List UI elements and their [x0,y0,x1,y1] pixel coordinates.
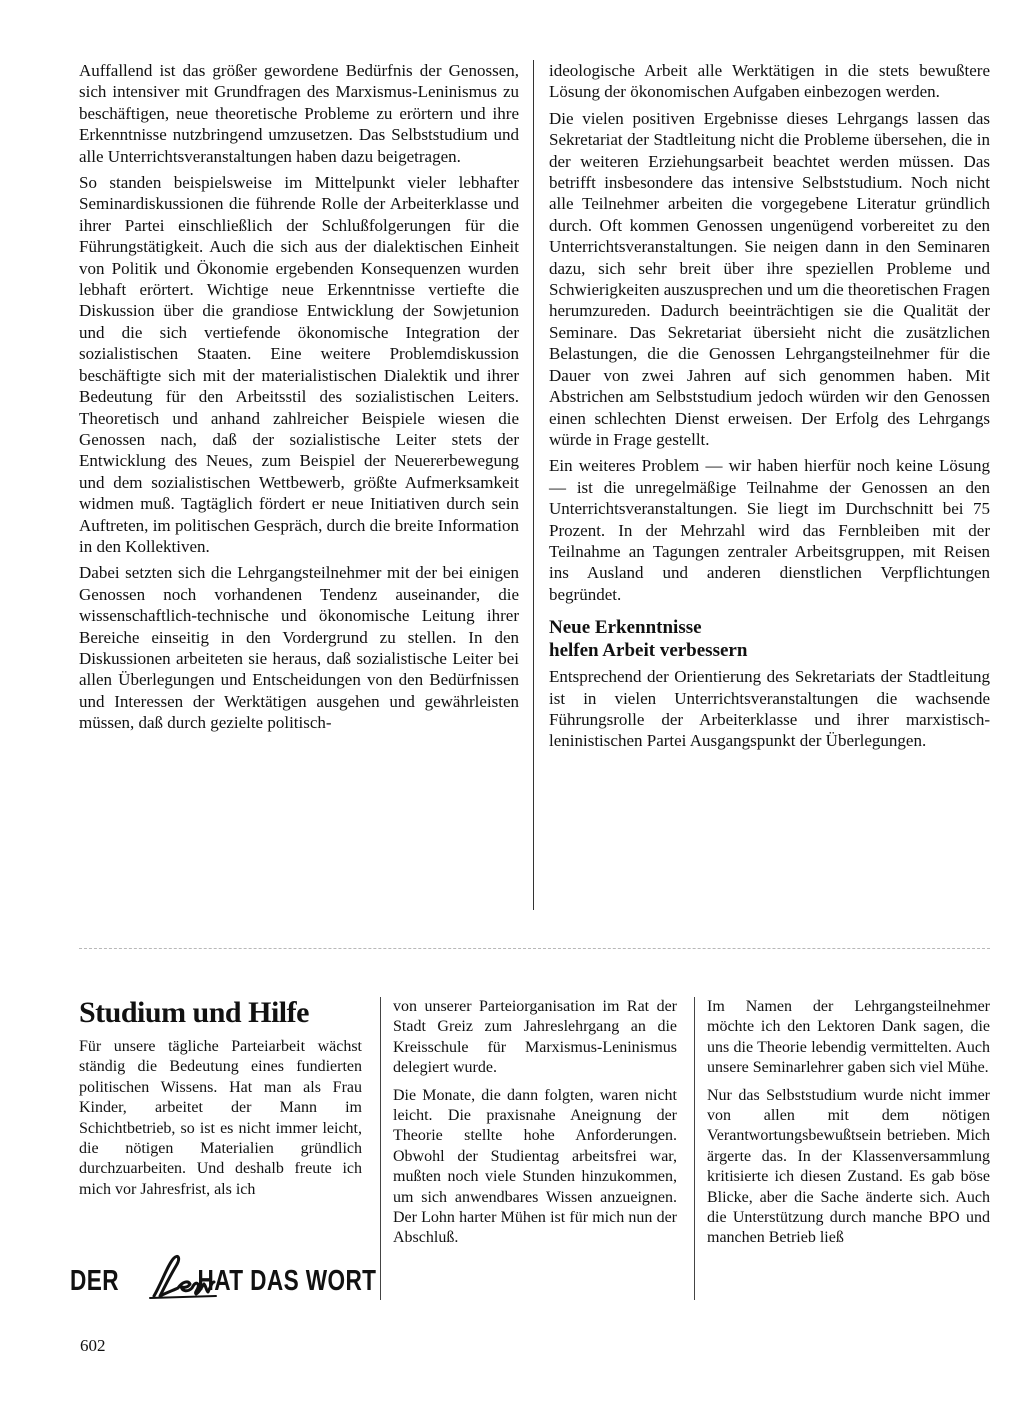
paragraph: ideologische Arbeit alle Werktätigen in die stets bewußtere Lösung der ökonomischen Aufgaben einbezogen werden. [549,61,990,102]
column-divider [694,997,695,1300]
section-heading-line-2: helfen Arbeit verbessern [549,640,748,662]
column-divider [533,60,534,910]
article-column-right [549,60,990,757]
paragraph: Die vielen positiven Ergebnisse dieses Lehrgangs lassen das Sekretariat der Stadtleitung nicht die Probleme übersehen, die in der weiteren Erziehungsarbeit beachtet werden müssen. Das betrifft insbesondere das intensive Selbststudium. Noch nicht alle Teilnehmer arbeiten die vorgegebene Literatur gründlich durch. Oft kommen Genossen ungenügend vorbereitet zu den Unterrichtsveranstaltungen. Sie neigen dann in den Seminaren dazu, sich sehr breit über ihre speziellen Probleme und Schwierigkeiten auszusprechen und um die theoretischen Fragen herumzureden. Dadurch beeinträchtigen sie die Qualität der Seminare. Das Sekretariat übersieht nicht die zusätzlichen Belastungen, die die Genossen Lehrgangsteilnehmer für die Dauer von zwei Jahren auf sich genommen haben. Mit Abstrichen am Selbststudium jedoch würden wir den Genossen einen schlechten Dienst erweisen. Der Erfolg des Lehrgangs würde in Frage gestellt. [549,108,990,449]
section-heading [549,616,990,662]
paragraph: Auffallend ist das größer gewordene Bedürfnis der Genossen, sich intensiver mit Grundfragen des Marxismus-Leninismus zu beschäftigen, neue theoretische Probleme zu erörtern und ihre Erkenntnisse nutzbringend umzusetzen. Das Selbststudium und alle Unterrichtsveranstaltungen haben dazu beigetragen. [79,61,519,166]
letter-column-1 [79,1037,362,1207]
column-divider [380,997,381,1300]
article-column-left [79,60,519,739]
paragraph: Für unsere tägliche Parteiarbeit wächst ständig die Bedeutung eines fundierten politischen Wissens. Hat man als Frau Kinder, arbeitet der Mann im Schichtbetrieb, so ist es nicht immer leicht, die nötigen Materialien gründlich durchzuarbeiten. Und deshalb freute ich mich vor Jahresfrist, als ich [79,1038,362,1198]
paragraph: Im Namen der Lehrgangsteilnehmer möchte ich den Lektoren Dank sagen, die uns die Theorie lebendig vermittelten. Auch unsere Seminarlehrer gaben sich viel Mühe. [707,998,990,1077]
paragraph: von unserer Parteiorganisation im Rat der Stadt Greiz zum Jahreslehrgang an die Kreisschule für Marxismus-Leninismus delegiert wurde. [393,998,677,1077]
section-divider [79,948,990,949]
letter-title: Studium und Hilfe [79,996,309,1029]
paragraph: Entsprechend der Orientierung des Sekretariats der Stadtleitung ist in vielen Unterrichtsveranstaltungen die wachsende Führungsrolle der Arbeiterklasse und ihrer marxistisch-leninistischen Partei Ausgangspunkt der Überlegungen. [549,667,990,751]
paragraph: Die Monate, die dann folgten, waren nicht leicht. Die praxisnahe Aneignung der Theorie stellte hohe Anforderungen. Obwohl der Studientag arbeitsfrei war, mußten noch viele Stunden hinzukommen, um sich anwendbares Wissen anzueignen. Der Lohn harter Mühen ist für mich nun der Abschluß. [393,1086,677,1247]
logo-text-hat-das-wort: HAT DAS WORT [197,1265,376,1297]
page-number: 602 [80,1336,106,1355]
paragraph: Ein weiteres Problem — wir haben hierfür noch keine Lösung — ist die unregelmäßige Teilnahme der Genossen an den Unterrichtsveranstaltungen. Sie liegt im Durchschnitt bei 75 Prozent. In der Mehrzahl wird das Fernbleiben mit der Teilnahme an Tagungen zentraler Arbeitsgruppen, mit Reisen ins Ausland und anderen dienstlichen Verpflichtungen begründet. [549,456,990,604]
letter-column-3 [707,997,990,1256]
section-heading-line-1: Neue Erkenntnisse [549,617,702,639]
paragraph: Nur das Selbststudium wurde nicht immer von allen mit dem nötigen Verantwortungsbewußtsein betrieben. Mich ärgerte das. In der Klassenversammlung kritisierte ich diesen Zustand. Es gab böse Blicke, aber die Sache änderte sich. Auch die Unterstützung durch manche BPO und manchen Betrieb ließ [707,1086,990,1247]
letter-column-2 [393,997,677,1256]
logo-text-der: DER [70,1265,119,1297]
paragraph: So standen beispielsweise im Mittelpunkt vieler lebhafter Seminardiskussionen die führende Rolle der Arbeiterklasse und ihrer Partei einschließlich der Schlußfolgerungen für die Führungstätigkeit. Auch die sich aus der dialektischen Einheit von Politik und Ökonomie ergebenden Konsequenzen wurden lebhaft erörtert. Wichtige neue Erkenntnisse vertiefte die Diskussion über die grandiose Entwicklung der Sowjetunion und die sich vertiefende ökonomische Integration der sozialistischen Staaten. Eine weitere Problemdiskussion beschäftigte sich mit der materialistischen Dialektik und ihrer Bedeutung für den Arbeitsstil des sozialistischen Leiters. Theoretisch und anhand zahlreicher Beispiele wiesen die Genossen nach, daß der sozialistische Leiter stets der Entwicklung des Neues, zum Beispiel der Neuererbewegung und dem sozialistischen Wettbewerb, größte Aufmerksamkeit widmen muß. Tagtäglich fördert er neue Initiativen durch sein Auftreten, im politischen Gespräch, durch die breite Information in den Kollektiven. [79,173,519,556]
paragraph: Dabei setzten sich die Lehrgangsteilnehmer mit der bei einigen Genossen noch vorhandenen Tendenz auseinander, die wissenschaftlich-technische und ökonomische Leitung ihrer Bereiche einseitig in den Vordergrund zu stellen. In den Diskussionen arbeiteten sie heraus, daß sozialistische Leiter bei allen Überlegungen und Entscheidungen von den Bedürfnissen und Interessen der Werktätigen ausgehen und gewährleisten müssen, daß durch gezielte politisch- [79,563,519,733]
leser-hat-das-wort-logo [70,1258,376,1302]
